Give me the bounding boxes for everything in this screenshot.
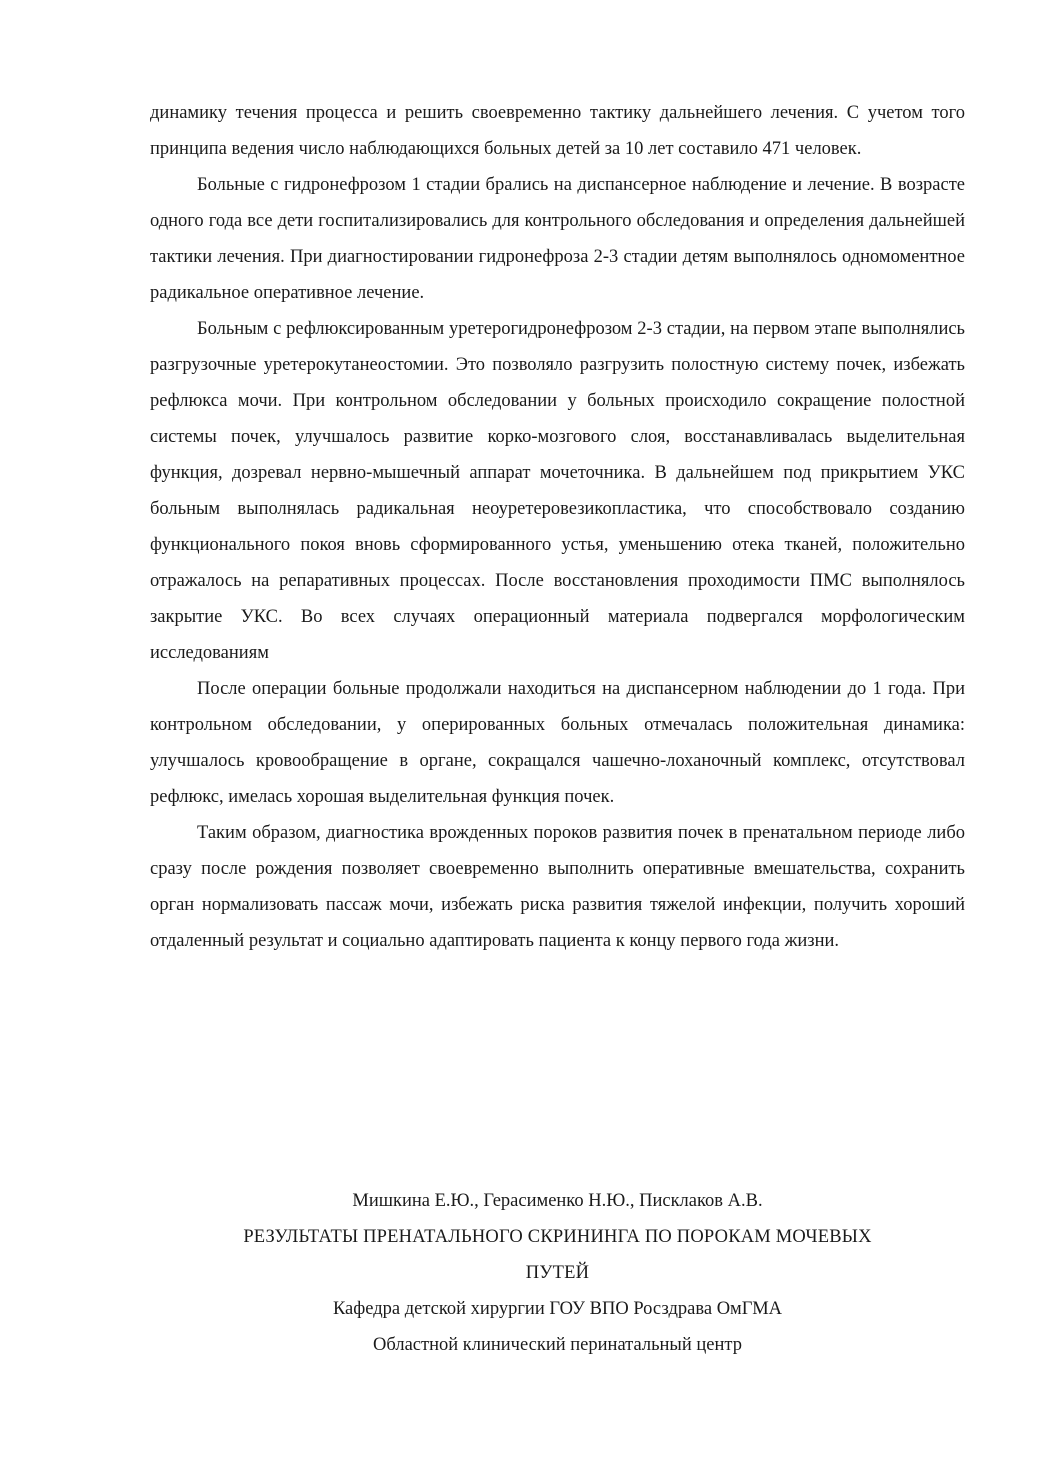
- affiliation-center: Областной клинический перинатальный центр: [373, 1335, 742, 1355]
- affiliation-department: Кафедра детской хирургии ГОУ ВПО Росздрава ОмГМА: [332, 1299, 783, 1319]
- authors: Мишкина Е.Ю., Герасименко Н.Ю., Писклаков А.В.: [352, 1191, 763, 1211]
- paragraph-conclusion: Таким образом, диагностика врожденных пороков развития почек в пренатальном периоде либо сразу после рождения позволяет своевременно выполнить оперативные вмешательства, сохранить орган нормализовать пассаж мочи, избежать риска развития тяжелой инфекции, получить хороший отдаленный результат и социально адаптировать пациента к концу первого года жизни.: [150, 823, 965, 951]
- next-article-header: [150, 1183, 965, 1363]
- paragraph-refluxing-ureterohydronephrosis: Больным с рефлюксированным уретерогидронефрозом 2-3 стадии, на первом этапе выполнялись разгрузочные уретерокутанеостомии. Это позволяло разгрузить полостную систему почек, избежать рефлюкса мочи. При контрольном обследовании у больных происходило сокращение полостной системы почек, улучшалось развитие корко-мозгового слоя, восстанавливалась выделительная функция, дозревал нервно-мышечный аппарат мочеточника. В дальнейшем под прикрытием УКС больным выполнялась радикальная неоуретеровезикопластика, что способствовало созданию функционального покоя вновь сформированного устья, уменьшению отека тканей, положительно отражалось на репаративных процессах. После восстановления проходимости ПМС выполнялось закрытие УКС. Во всех случаях операционный материала подвергался морфологическим исследованиям: [150, 319, 965, 663]
- paragraph-continuation: динамику течения процесса и решить своевременно тактику дальнейшего лечения. С учетом того принципа ведения число наблюдающихся больных детей за 10 лет составило 471 человек.: [150, 103, 965, 159]
- article-title-line-1: РЕЗУЛЬТАТЫ ПРЕНАТАЛЬНОГО СКРИНИНГА ПО ПОРОКАМ МОЧЕВЫХ: [243, 1227, 872, 1247]
- paragraph-hydronephrosis: Больные с гидронефрозом 1 стадии брались на диспансерное наблюдение и лечение. В возрасте одного года все дети госпитализировались для контрольного обследования и определения дальнейшей тактики лечения. При диагностировании гидронефроза 2-3 стадии детям выполнялось одномоментное радикальное оперативное лечение.: [150, 175, 965, 303]
- article-title-line-2: ПУТЕЙ: [525, 1263, 590, 1283]
- paragraph-postoperative: После операции больные продолжали находиться на диспансерном наблюдении до 1 года. При контрольном обследовании, у оперированных больных отмечалась положительная динамика: улучшалось кровообращение в органе, сокращался чашечно-лоханочный комплекс, отсутствовал рефлюкс, имелась хорошая выделительная функция почек.: [150, 679, 965, 807]
- article-body: [150, 95, 965, 959]
